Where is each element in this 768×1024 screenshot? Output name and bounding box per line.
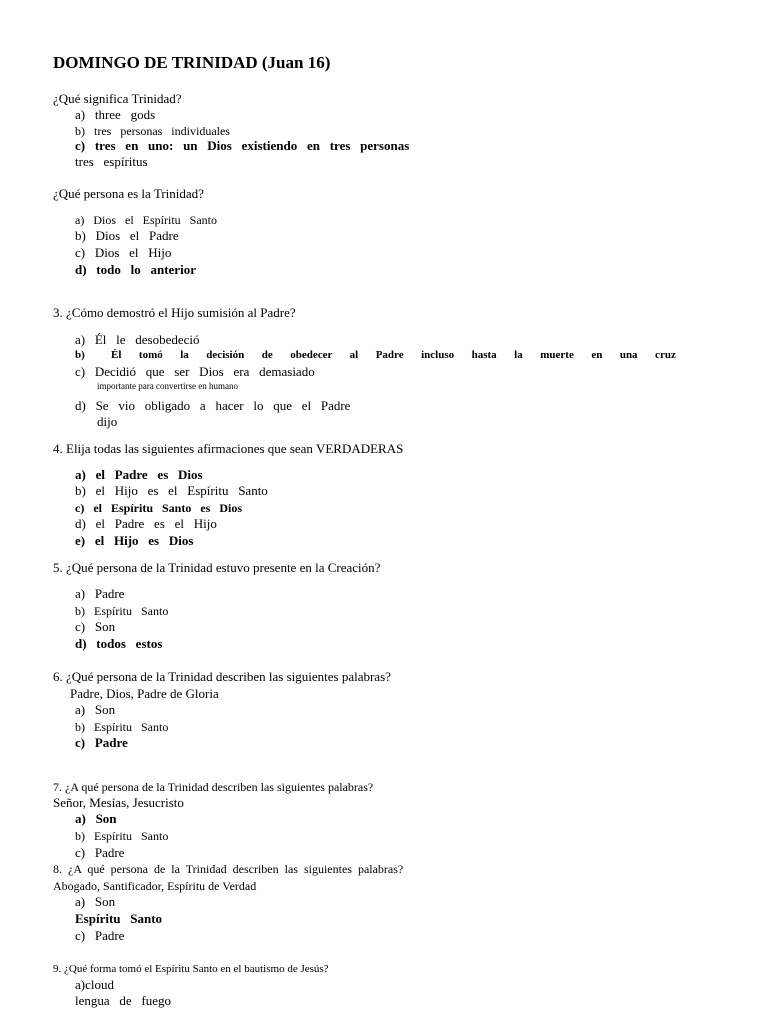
q4-option-c: c) el Espíritu Santo es Dios xyxy=(75,501,243,515)
q4-option-d: d) el Padre es el Hijo xyxy=(75,516,217,531)
question-9: 9. ¿Qué forma tomó el Espíritu Santo en el bautismo de Jesús? xyxy=(53,963,329,975)
question-6: 6. ¿Qué persona de la Trinidad describen las siguientes palabras? xyxy=(53,669,391,684)
question-4: 4. Elija todas las siguientes afirmaciones que sean VERDADERAS xyxy=(53,441,404,456)
q5-option-b: b) Espíritu Santo xyxy=(75,604,169,618)
q7-words: Señor, Mesías, Jesucristo xyxy=(53,795,184,810)
question-5: 5. ¿Qué persona de la Trinidad estuvo presente en la Creación? xyxy=(53,560,381,575)
q7-option-b: b) Espíritu Santo xyxy=(75,829,169,843)
q6-option-a: a) Son xyxy=(75,702,116,717)
q2-option-b: b) Dios el Padre xyxy=(75,228,179,243)
q9-option-a: a)cloud xyxy=(75,977,114,992)
question-3: 3. ¿Cómo demostró el Hijo sumisión al Padre? xyxy=(53,305,296,320)
page-title: DOMINGO DE TRINIDAD (Juan 16) xyxy=(53,53,331,72)
q1-option-b: b) tres personas individuales xyxy=(75,124,230,138)
q8-option-c: c) Padre xyxy=(75,928,125,943)
q6-option-c: c) Padre xyxy=(75,735,128,750)
question-8: 8. ¿A qué persona de la Trinidad describen las siguientes palabras? xyxy=(53,862,404,876)
q1-option-c: c) tres en uno: un Dios existiendo en tres personas xyxy=(75,138,410,153)
question-1: ¿Qué significa Trinidad? xyxy=(53,91,182,106)
q4-option-e: e) el Hijo es Dios xyxy=(75,533,194,548)
q6-words: Padre, Dios, Padre de Gloria xyxy=(70,686,219,701)
q5-option-d: d) todos estos xyxy=(75,636,163,651)
q2-option-d: d) todo lo anterior xyxy=(75,262,196,277)
q7-option-a: a) Son xyxy=(75,811,117,826)
q2-option-a: a) Dios el Espíritu Santo xyxy=(75,213,217,227)
q8-option-b: Espíritu Santo xyxy=(75,911,163,926)
q4-option-a: a) el Padre es Dios xyxy=(75,467,203,482)
q8-words: Abogado, Santificador, Espíritu de Verdad xyxy=(53,879,257,893)
question-2: ¿Qué persona es la Trinidad? xyxy=(53,186,204,201)
q2-option-c: c) Dios el Hijo xyxy=(75,245,172,260)
q5-option-a: a) Padre xyxy=(75,586,125,601)
q5-option-c: c) Son xyxy=(75,619,116,634)
q3-option-d: d) Se vio obligado a hacer lo que el Padre xyxy=(75,398,351,413)
q3-option-d-cont: dijo xyxy=(97,414,118,429)
q3-option-c: c) Decidió que ser Dios era demasiado xyxy=(75,364,315,379)
q3-option-b: b) Él tomó la decisión de obedecer al Padre incluso hasta la muerte en una cruz xyxy=(75,349,676,361)
q3-option-a: a) Él le desobedeció xyxy=(75,332,200,347)
q8-option-a: a) Son xyxy=(75,894,116,909)
q7-option-c: c) Padre xyxy=(75,845,125,860)
q9-option-b: lengua de fuego xyxy=(75,993,172,1008)
question-7: 7. ¿A qué persona de la Trinidad describen las siguientes palabras? xyxy=(53,780,374,794)
q3-option-c-note: importante para convertirse en humano xyxy=(97,381,238,391)
q1-option-a: a) three gods xyxy=(75,107,156,122)
q4-option-b: b) el Hijo es el Espíritu Santo xyxy=(75,483,268,498)
q1-option-extra: tres espíritus xyxy=(75,154,148,169)
q6-option-b: b) Espíritu Santo xyxy=(75,720,169,734)
